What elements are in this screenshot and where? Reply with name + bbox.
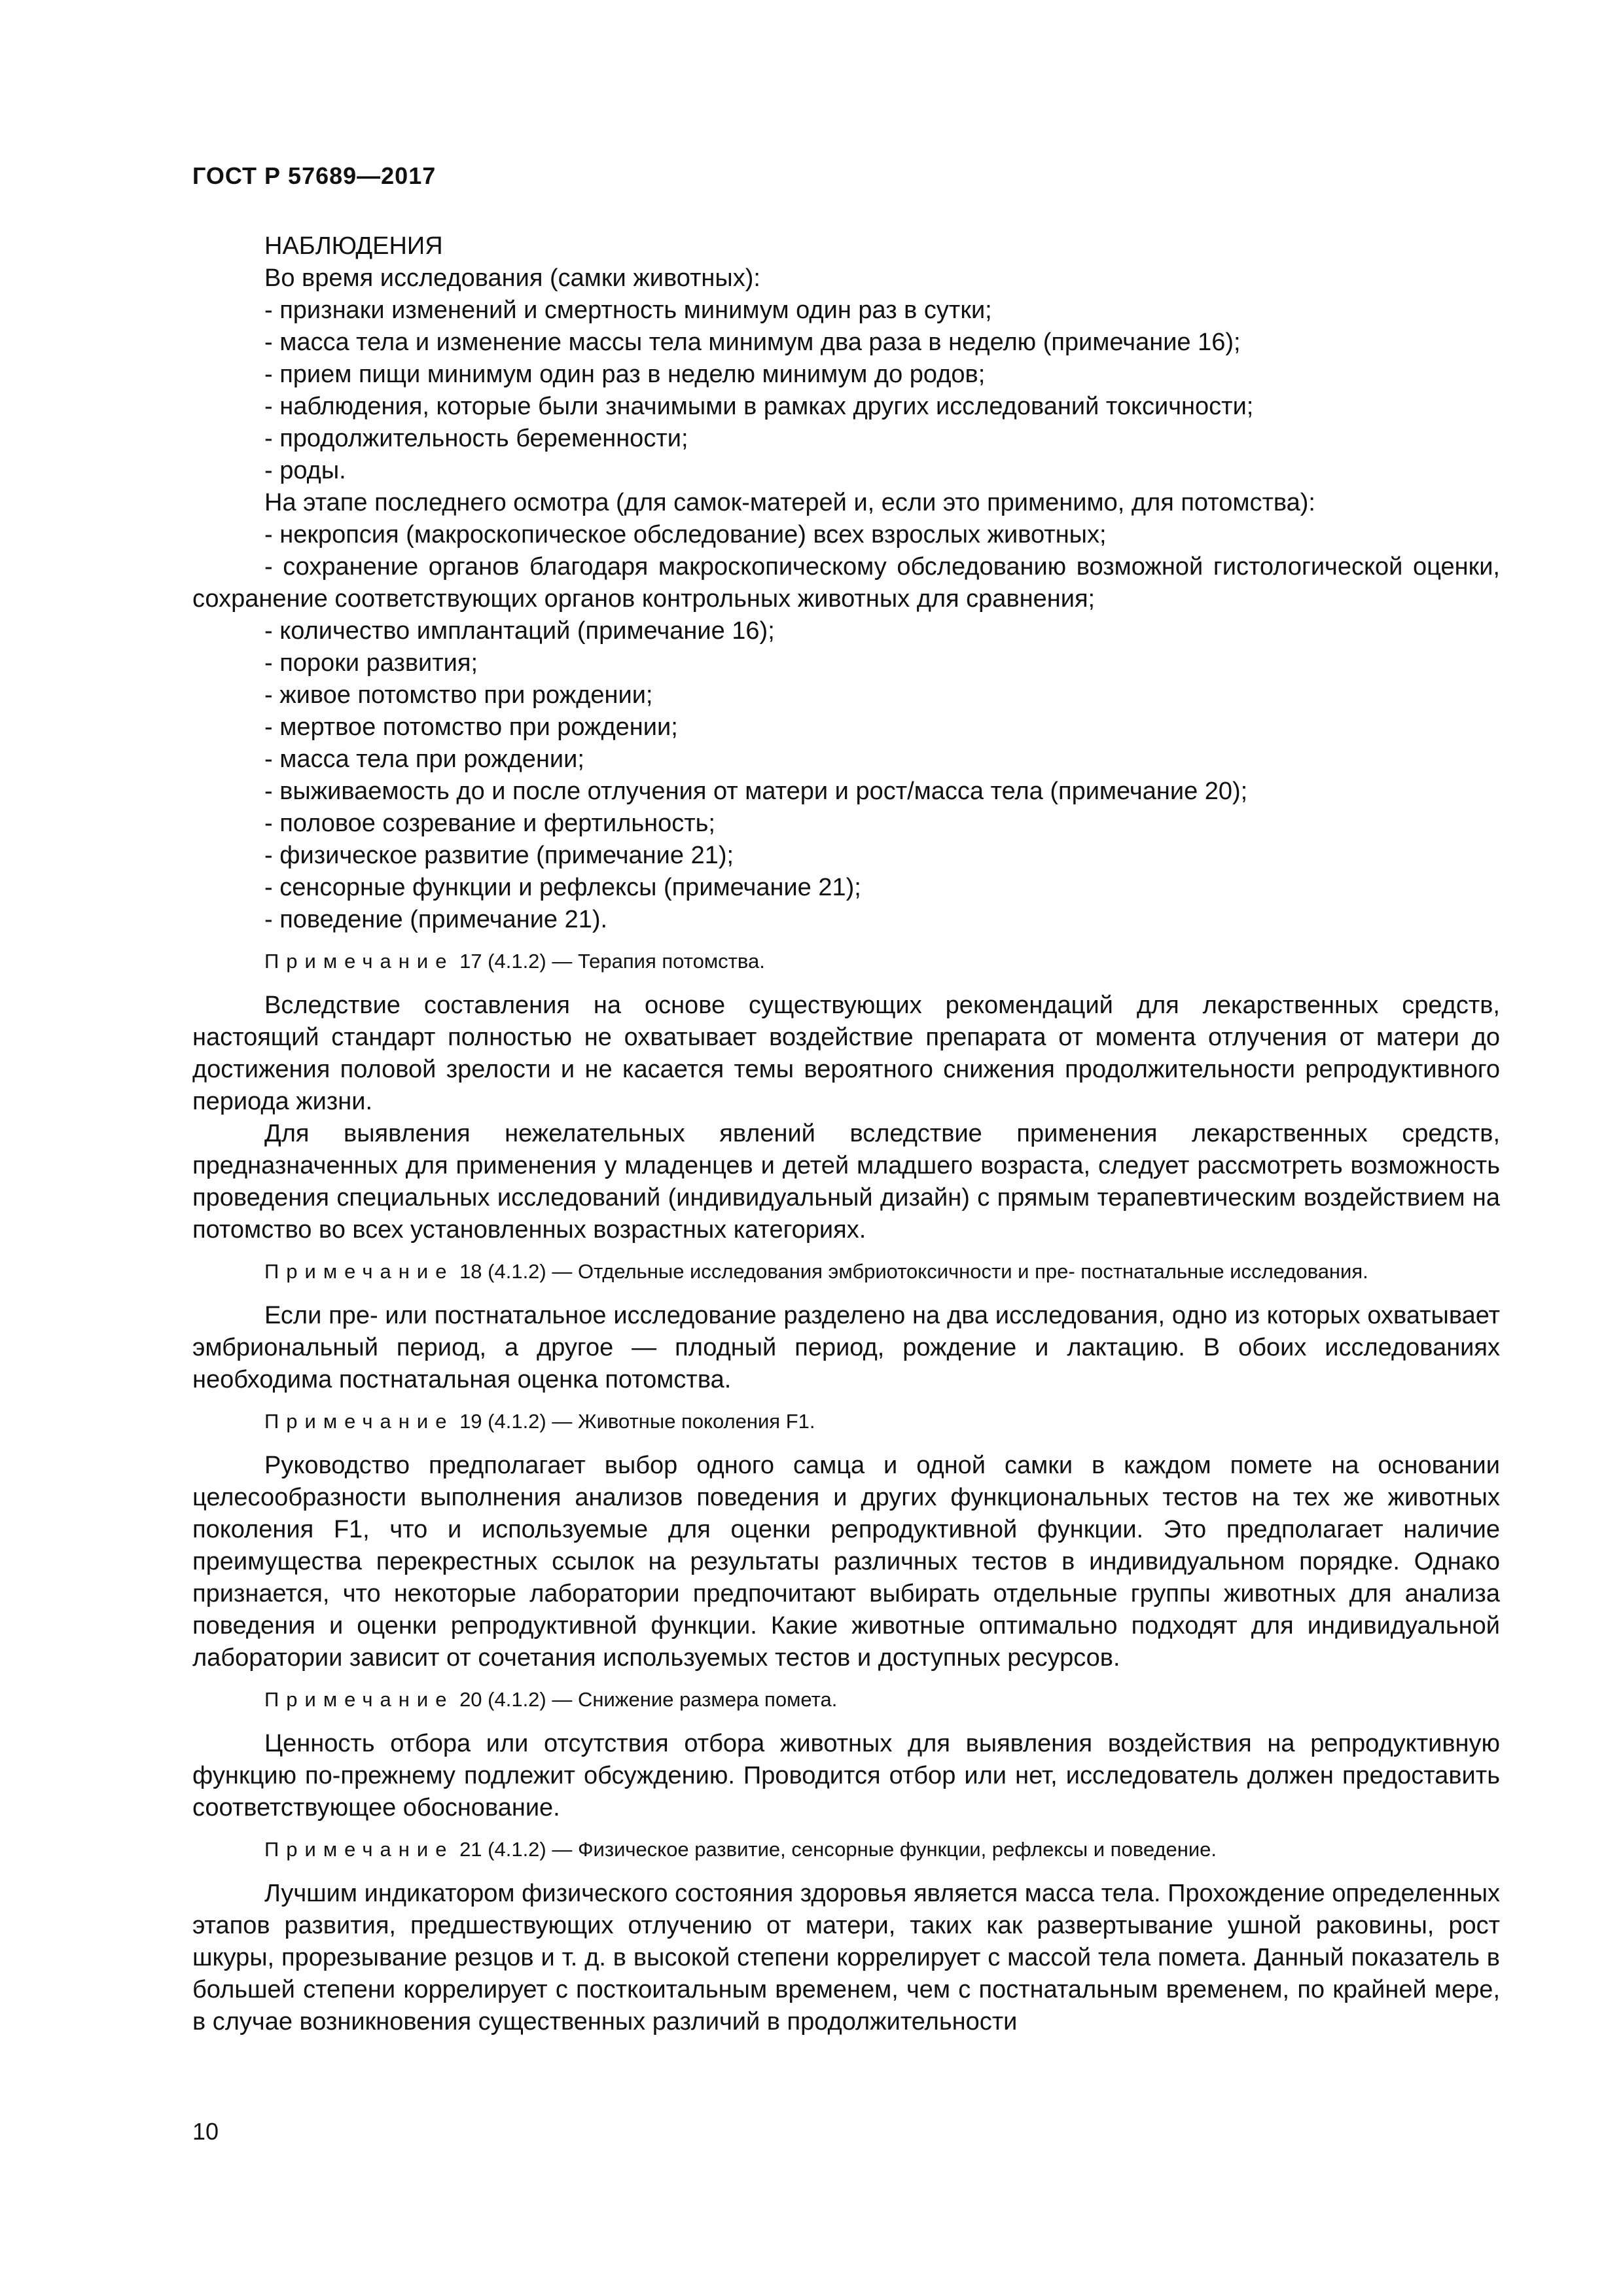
list-item: - признаки изменений и смертность минимум один раз в сутки; — [264, 296, 992, 324]
note-label: Примечание — [264, 950, 454, 973]
list-item: - роды. — [264, 457, 346, 484]
list-item: - мертвое потомство при рождении; — [264, 713, 678, 741]
note-19 — [192, 1407, 1500, 1437]
list-item: - поведение (примечание 21). — [264, 906, 608, 933]
section-heading: НАБЛЮДЕНИЯ — [264, 232, 443, 260]
list-item: - живое потомство при рождении; — [264, 681, 653, 709]
paragraph: Лучшим индикатором физического состояния здоровья является масса тела. Прохождение определенных этапов развития, предшествующих отлучению от матери, таких как развертывание ушной раковины, рост шкуры, прорезывание резцов и т. д. в высокой степени коррелирует с массой тела помета. Данный показатель в большей степени коррелирует с посткоитальным временем, чем с постнатальным временем, по крайней мере, в случае возникновения существенных различий в продолжительности — [192, 1880, 1500, 2036]
list-item: - половое созревание и фертильность; — [264, 810, 715, 837]
paragraph: Во время исследования (самки животных): — [264, 264, 760, 292]
list-item: - масса тела и изменение массы тела минимум два раза в неделю (примечание 16); — [264, 329, 1241, 356]
note-21 — [192, 1835, 1500, 1865]
note-label: Примечание — [264, 1260, 454, 1283]
paragraph: Ценность отбора или отсутствия отбора животных для выявления воздействия на репродуктивную функцию по-прежнему подлежит обсуждению. Проводится отбор или нет, исследователь должен предоставить соответствующее обоснование. — [192, 1730, 1500, 1821]
list-item: - масса тела при рождении; — [264, 745, 584, 773]
paragraph: Руководство предполагает выбор одного самца и одной самки в каждом помете на основании целесообразности выполнения анализов поведения и других функциональных тестов на тех же животных поколения F1, что и используемые для оценки репродуктивной функции. Это предполагает наличие преимущества перекрестных ссылок на результаты различных тестов в индивидуальном порядке. Однако признается, что некоторые лаборатории предпочитают выбирать отдельные группы животных для анализа поведения и оценки репродуктивной функции. Какие животные оптимально подходят для индивидуальной лаборатории зависит от сочетания используемых тестов и доступных ресурсов. — [192, 1452, 1500, 1672]
note-text: 17 (4.1.2) — Терапия потомства. — [459, 950, 765, 973]
list-item: - некропсия (макроскопическое обследование) всех взрослых животных; — [264, 521, 1107, 548]
list-item: - продолжительность беременности; — [264, 425, 688, 452]
note-text: 21 (4.1.2) — Физическое развитие, сенсорные функции, рефлексы и поведение. — [459, 1838, 1217, 1861]
document-header: ГОСТ Р 57689—2017 — [192, 162, 437, 189]
list-item: - пороки развития; — [264, 649, 478, 677]
page-number: 10 — [192, 2118, 219, 2145]
paragraph: Для выявления нежелательных явлений вследствие применения лекарственных средств, предназначенных для применения у младенцев и детей младшего возраста, следует рассмотреть возможность проведения специальных исследований (индивидуальный дизайн) с прямым терапевтическим воздействием на потомство во всех установленных возрастных категориях. — [192, 1120, 1500, 1244]
note-text: 20 (4.1.2) — Снижение размера помета. — [459, 1688, 838, 1711]
paragraph: Если пре- или постнатальное исследование разделено на два исследования, одно из которых охватывает эмбриональный период, а другое — плодный период, рождение и лактацию. В обоих исследованиях необходима постнатальная оценка потомства. — [192, 1302, 1500, 1393]
note-17 — [192, 946, 1500, 977]
list-item: - количество имплантаций (примечание 16); — [264, 617, 775, 645]
note-label: Примечание — [264, 1410, 454, 1433]
note-label: Примечание — [264, 1688, 454, 1711]
note-text: 19 (4.1.2) — Животные поколения F1. — [459, 1410, 815, 1433]
paragraph: На этапе последнего осмотра (для самок-матерей и, если это применимо, для потомства): — [264, 489, 1315, 516]
list-item: - выживаемость до и после отлучения от матери и рост/масса тела (примечание 20); — [264, 778, 1248, 805]
paragraph: Вследствие составления на основе существующих рекомендаций для лекарственных средств, настоящий стандарт полностью не охватывает воздействие препарата от момента отлучения от матери до достижения половой зрелости и не касается темы вероятного снижения продолжительности репродуктивного периода жизни. — [192, 992, 1500, 1115]
note-text: 18 (4.1.2) — Отдельные исследования эмбриотоксичности и пре- постнатальные исследования. — [459, 1260, 1368, 1283]
list-item: - прием пищи минимум один раз в неделю минимум до родов; — [264, 361, 986, 388]
note-20 — [192, 1685, 1500, 1715]
list-item: - сенсорные функции и рефлексы (примечание 21); — [264, 874, 861, 901]
note-18 — [192, 1257, 1500, 1287]
note-label: Примечание — [264, 1838, 454, 1861]
list-item: - сохранение органов благодаря макроскопическому обследованию возможной гистологической оценки, сохранение соответствующих органов контрольных животных для сравнения; — [192, 553, 1500, 613]
document-body — [192, 230, 1500, 2038]
list-item: - наблюдения, которые были значимыми в рамках других исследований токсичности; — [264, 393, 1254, 420]
list-item: - физическое развитие (примечание 21); — [264, 842, 734, 869]
